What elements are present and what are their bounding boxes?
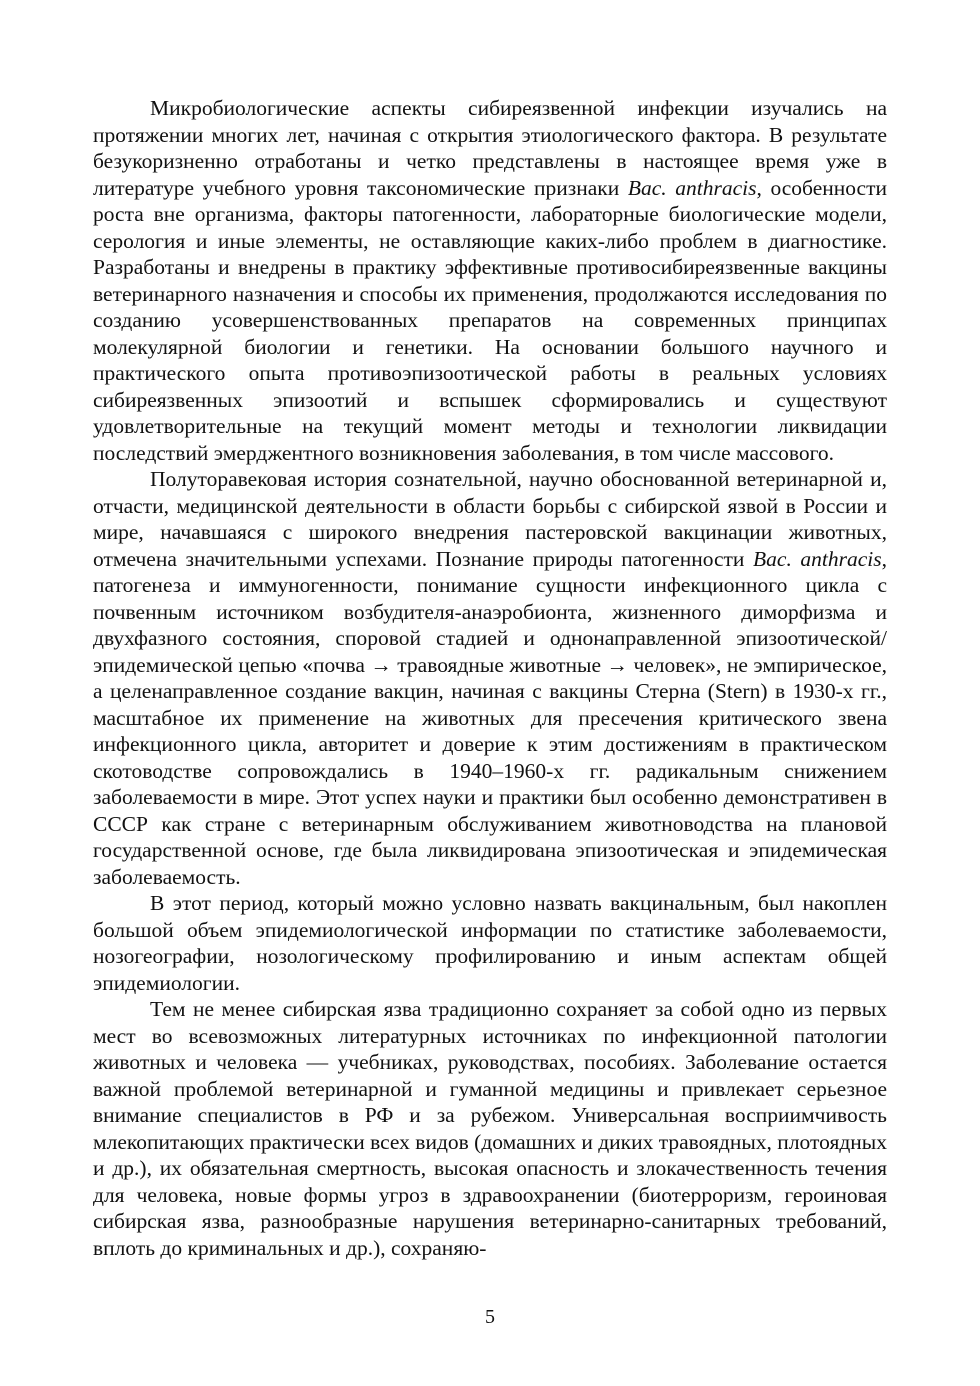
paragraph-2-text-end: , патогенеза и иммуногенности, понимание сущности инфекционного цикла с почвенным источником возбудителя-анаэробионта, жизненного диморфизма и двухфазного состояния, споровой стадией и однонаправленной эпизоотической/эпидемической цепью «почва → травоядные животные → человек», не эмпирическое, а целенаправленное создание вакцин, начиная с вакцины Стерна (Stern) в 1930-х гг., масштабное их применение на животных для пресечения критического звена инфекционного цикла, авторитет и доверие к этим достижениям в практическом скотоводстве сопровождались в 1940–1960-х гг. радикальным снижением заболеваемости в мире. Этот успех науки и практики был особенно демонстративен в СССР как стране с ветеринарным обслуживанием животноводства на плановой государственной основе, где была ликвидирована эпизоотическая и эпидемическая заболеваемость. [93,546,887,889]
paragraph-1-text-start: Микробиологические аспекты сибиреязвенной инфекции изучались на протяжении многих лет, начиная с открытия этиологического фактора. В результате безукоризненно отработаны и четко представлены в настоящее время уже в литературе учебного уровня таксономические признаки [93,96,887,200]
paragraph-3 [93,890,887,996]
paragraph-1 [93,95,887,466]
species-name-italic: Bac. anthracis [753,546,882,571]
document-body [93,95,887,1261]
paragraph-4 [93,996,887,1261]
paragraph-4-text: Тем не менее сибирская язва традиционно сохраняет за собой одно из первых мест во всевозможных литературных источниках по инфекционной патологии животных и человека — учебниках, руководствах, пособиях. Заболевание остается важной проблемой ветеринарной и гуманной медицины и привлекает серьезное внимание специалистов в РФ и за рубежом. Универсальная восприимчивость млекопитающих практически всех видов (домашних и диких травоядных, плотоядных и др.), их обязательная смертность, высокая опасность и злокачественность течения для человека, новые формы угроз в здравоохранении (биотерроризм, героиновая сибирская язва, разнообразные нарушения ветеринарно-санитарных требований, вплоть до криминальных и др.), сохраняю- [93,997,887,1260]
page-number: 5 [485,1306,495,1328]
paragraph-2 [93,466,887,890]
paragraph-2-text-start: Полуторавековая история сознательной, научно обоснованной ветеринарной и, отчасти, медицинской деятельности в области борьбы с сибирской язвой в России и мире, начавшаяся с широкого внедрения пастеровской вакцинации животных, отмечена значительными успехами. Познание природы патогенности [93,467,887,571]
paragraph-1-text-end: , особенности роста вне организма, факторы патогенности, лабораторные биологические модели, серология и иные элементы, не оставляющие каких-либо проблем в диагностике. Разработаны и внедрены в практику эффективные противосибиреязвенные вакцины ветеринарного назначения и способы их применения, продолжаются исследования по созданию усовершенствованных препаратов на современных принципах молекулярной биологии и генетики. На основании большого научного и практического опыта противоэпизоотической работы в реальных условиях сибиреязвенных эпизоотий и вспышек сформировались и существуют удовлетворительные на текущий момент методы и технологии ликвидации последствий эмерджентного возникновения заболевания, в том числе массового. [93,175,887,465]
paragraph-3-text: В этот период, который можно условно назвать вакцинальным, был накоплен большой объем эпидемиологической информации по статистике заболеваемости, нозогеографии, нозологическому профилированию и иным аспектам общей эпидемиологии. [93,891,887,995]
species-name-italic: Bac. anthracis [627,175,757,200]
